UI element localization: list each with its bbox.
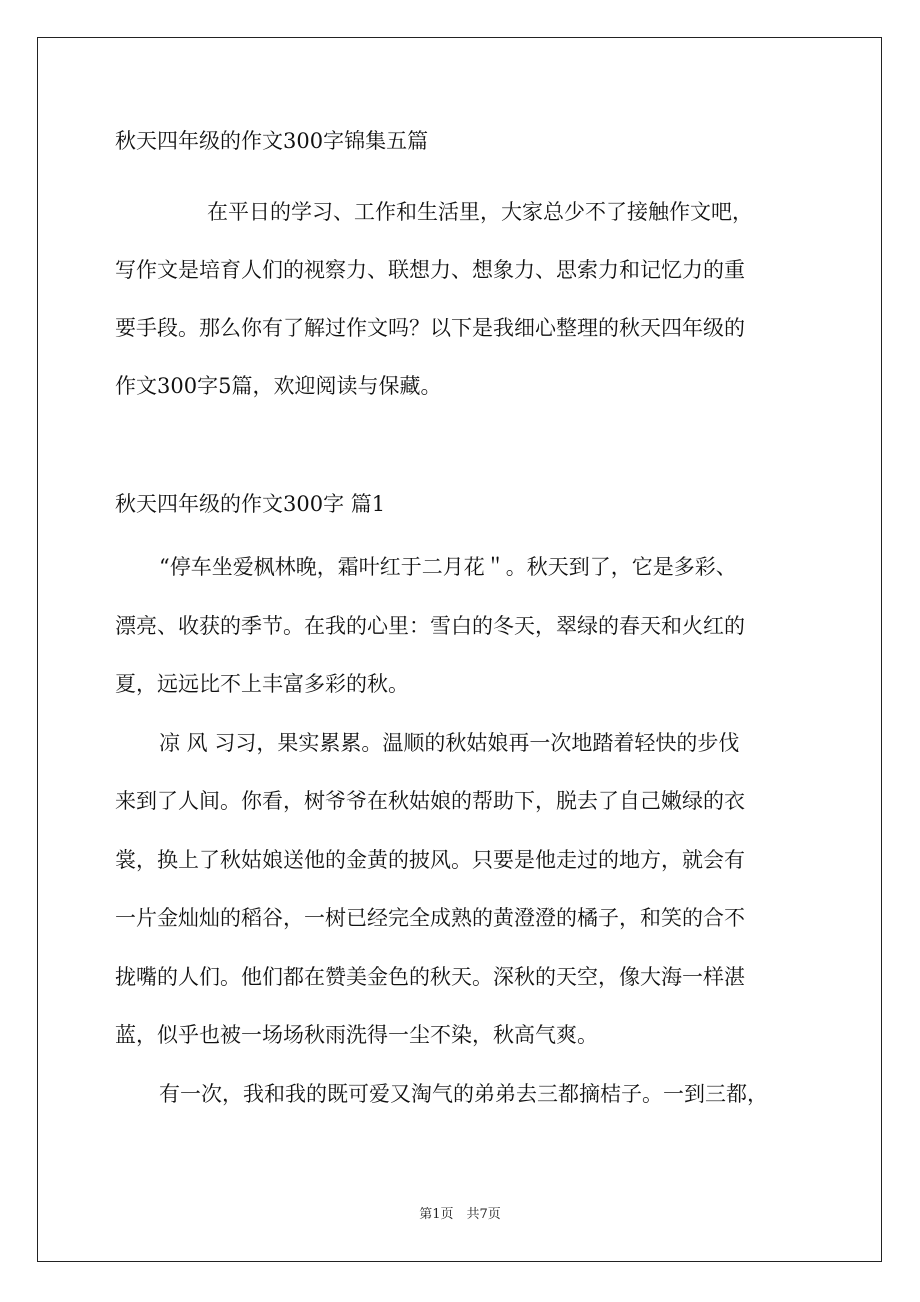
paragraph-2-line: 来到了人间。你看，树爷爷在秋姑娘的帮助下，脱去了自己嫩绿的衣 [115, 789, 745, 813]
intro-line: 在平日的学习、工作和生活里，大家总少不了接触作文吧， [207, 200, 753, 224]
document-title: 秋天四年级的作文300字锦集五篇 [115, 129, 429, 153]
intro-line: 作文300字5篇，欢迎阅读与保藏。 [115, 374, 442, 398]
intro-paragraph [115, 183, 815, 415]
paragraph-2-line: 蓝，似乎也被一场场秋雨洗得一尘不染，秋高气爽。 [115, 1023, 598, 1047]
page-number-footer: 第1页 共7页 [419, 1207, 501, 1222]
paragraph-1-line: 漂亮、收获的季节。在我的心里：雪白的冬天，翠绿的春天和火红的 [115, 613, 745, 638]
paragraph-3-line: 有一次，我和我的既可爱又淘气的弟弟去三都摘桔子。一到三都， [159, 1081, 768, 1106]
intro-line: 要手段。那么你有了解过作文吗？以下是我细心整理的秋天四年级的 [115, 316, 745, 340]
paragraph-2-line: 一片金灿灿的稻谷，一树已经完全成熟的黄澄澄的橘子，和笑的合不 [115, 906, 745, 930]
paragraph-2-line: 凉 风 习习，果实累累。温顺的秋姑娘再一次地踏着轻快的步伐 [159, 730, 740, 755]
paragraph-1-line: 夏，远远比不上丰富多彩的秋。 [115, 672, 409, 696]
intro-line: 写作文是培育人们的视察力、联想力、想象力、思索力和记忆力的重 [115, 258, 745, 282]
paragraph-1-line: “停车坐爱枫林晚，霜叶红于二月花＂。秋天到了，它是多彩、 [159, 555, 737, 579]
essay-body [115, 538, 825, 1123]
section-heading: 秋天四年级的作文300字 篇1 [115, 492, 386, 516]
paragraph-2-line: 裳，换上了秋姑娘送他的金黄的披风。只要是他走过的地方，就会有 [115, 847, 745, 872]
paragraph-2-line: 拢嘴的人们。他们都在赞美金色的秋天。深秋的天空，像大海一样湛 [115, 964, 745, 989]
